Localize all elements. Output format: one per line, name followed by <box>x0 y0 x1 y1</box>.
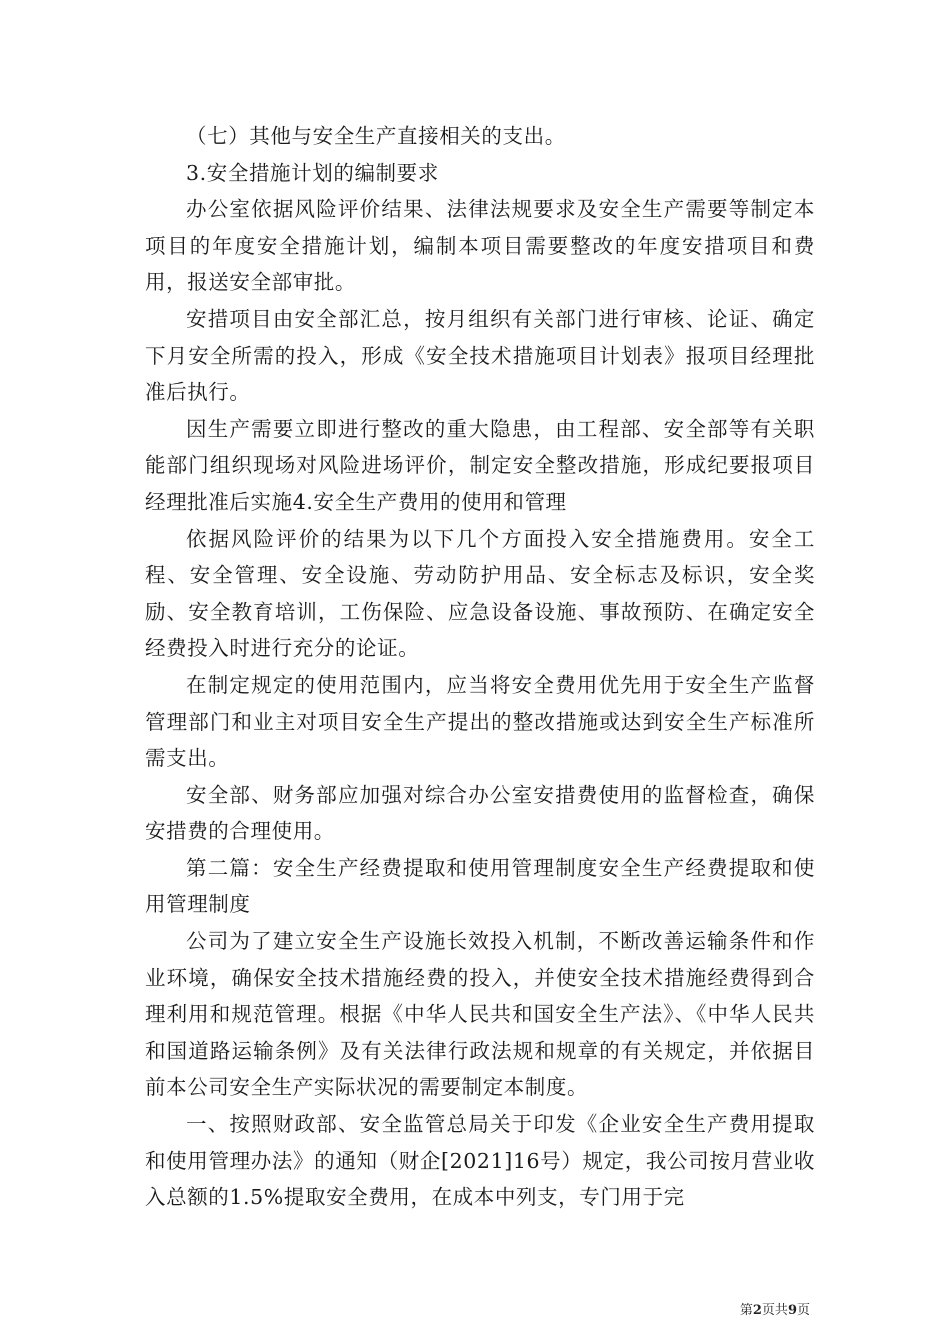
chapter-heading: 第二篇：安全生产经费提取和使用管理制度安全生产经费提取和使用管理制度 <box>145 855 815 917</box>
paragraph: 安措项目由安全部汇总，按月组织有关部门进行审核、论证、确定下月安全所需的投入，形成《安全技术措施项目计划表》报项目经理批准后执行。 <box>145 306 815 405</box>
paragraph: 公司为了建立安全生产设施长效投入机制，不断改善运输条件和作业环境，确保安全技术措施经费的投入，并使安全技术措施经费得到合理利用和规范管理。根据《中华人民共和国安全生产法》、《中华人民共和国道路运输条例》及有关法律行政法规和规章的有关规定，并依据目前本公司安全生产实际状况的需要制定本制度。 <box>145 929 815 1100</box>
total-page-number: 9 <box>787 1303 797 1318</box>
footer-prefix: 第 <box>739 1303 753 1318</box>
footer-suffix: 页 <box>796 1303 810 1318</box>
paragraph: （七）其他与安全生产直接相关的支出。 <box>186 124 566 148</box>
paragraph: 办公室依据风险评价结果、法律法规要求及安全生产需要等制定本项目的年度安全措施计划，编制本项目需要整改的年度安措项目和费用，报送安全部审批。 <box>145 197 815 295</box>
section-heading: 3.安全措施计划的编制要求 <box>186 160 439 185</box>
current-page-number: 2 <box>752 1303 762 1318</box>
document-body <box>145 118 815 1216</box>
paragraph: 在制定规定的使用范围内，应当将安全费用优先用于安全生产监督管理部门和业主对项目安全生产提出的整改措施或达到安全生产标准所需支出。 <box>145 672 815 771</box>
paragraph: 因生产需要立即进行整改的重大隐患，由工程部、安全部等有关职能部门组织现场对风险进场评价，制定安全整改措施，形成纪要报项目经理批准后实施4.安全生产费用的使用和管理 <box>145 416 815 514</box>
footer-middle: 页共 <box>761 1303 788 1318</box>
page-number-footer <box>700 1303 810 1319</box>
paragraph: 依据风险评价的结果为以下几个方面投入安全措施费用。安全工程、安全管理、安全设施、劳动防护用品、安全标志及标识，安全奖励、安全教育培训，工伤保险、应急设备设施、事故预防、在确定安全经费投入时进行充分的论证。 <box>145 526 815 661</box>
paragraph: 一、按照财政部、安全监管总局关于印发《企业安全生产费用提取和使用管理办法》的通知（财企[2021]16号）规定，我公司按月营业收入总额的1.5%提取安全费用，在成本中列支，专门用于完 <box>145 1112 815 1210</box>
paragraph: 安全部、财务部应加强对综合办公室安措费使用的监督检查，确保安措费的合理使用。 <box>145 782 815 844</box>
